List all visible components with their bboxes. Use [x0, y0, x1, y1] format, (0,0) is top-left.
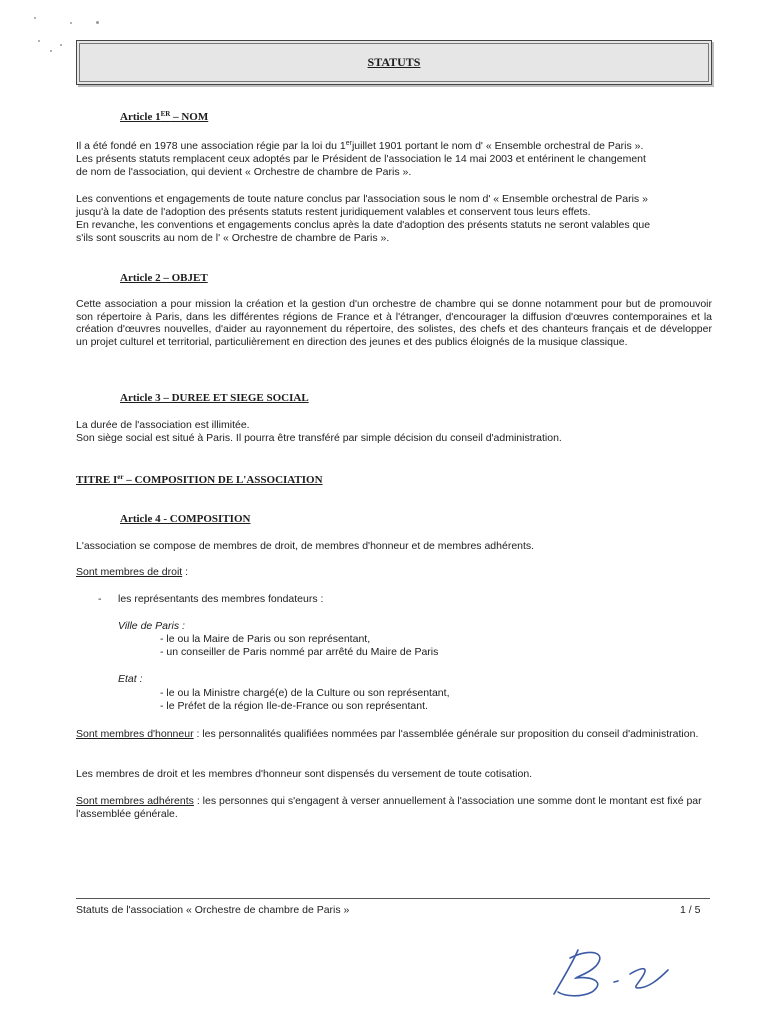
article1-heading: Article 1ER – NOM: [120, 110, 209, 123]
etat-label: Etat :: [118, 673, 143, 685]
etat-item-1: - le ou la Ministre chargé(e) de la Culture ou son représentant,: [160, 687, 450, 699]
footer-text: Statuts de l'association « Orchestre de chambre de Paris »: [76, 904, 350, 916]
scan-speck: [70, 22, 72, 24]
bullet-text: les représentants des membres fondateurs :: [118, 593, 324, 605]
bullet-dash: -: [98, 593, 102, 605]
scan-speck: [38, 40, 40, 42]
article3-line2: Son siège social est situé à Paris. Il pourra être transféré par simple décision du conseil d'administration.: [76, 432, 562, 444]
document-title: STATUTS: [367, 55, 421, 69]
article4-heading: Article 4 - COMPOSITION: [120, 513, 251, 525]
scan-speck: [50, 50, 52, 52]
article1-p1-line3: de nom de l'association, qui devient « Orchestre de chambre de Paris ».: [76, 166, 412, 178]
ville-item-2: - un conseiller de Paris nommé par arrêté du Maire de Paris: [160, 646, 439, 658]
article1-p2-line2: jusqu'à la date de l'adoption des présents statuts restent juridiquement valables et conservent tous leurs effets.: [76, 206, 591, 218]
article1-p1-line1: Il a été fondé en 1978 une association régie par la loi du 1erjuillet 1901 portant le nom d' « Ensemble orchestral de Paris ».: [76, 140, 644, 152]
page-number: 1 / 5: [680, 904, 701, 916]
ville-item-1: - le ou la Maire de Paris ou son représentant,: [160, 633, 371, 645]
article1-p1-line2: Les présents statuts remplacent ceux adoptés par le Président de l'association le 14 mai 2003 et entérinent le changement: [76, 153, 646, 165]
article1-p2-line1: Les conventions et engagements de toute nature conclus par l'association sous le nom d' « Ensemble orchestral de Paris »: [76, 193, 648, 205]
article2-heading: Article 2 – OBJET: [120, 272, 208, 284]
titre1-heading: TITRE Ier – COMPOSITION DE L'ASSOCIATION: [76, 473, 323, 486]
membres-droit-label: Sont membres de droit :: [76, 566, 189, 578]
signature-initials-icon: [548, 944, 688, 1000]
scan-speck: [96, 21, 99, 24]
ville-label: Ville de Paris :: [118, 620, 185, 632]
footer-rule: [76, 898, 710, 899]
article1-p2-line4: s'ils sont souscrits au nom de l' « Orchestre de chambre de Paris ».: [76, 232, 390, 244]
article1-p2-line3: En revanche, les conventions et engagements conclus après la date d'adoption des présents statuts ne seront valables que: [76, 219, 651, 231]
etat-item-2: - le Préfet de la région Ile-de-France ou son représentant.: [160, 700, 428, 712]
scan-speck: [60, 44, 62, 46]
membres-adherents-paragraph: Sont membres adhérents : les personnes qui s'engagent à verser annuellement à l'association une somme dont le montant est fixé par l'assemblée générale.: [76, 795, 702, 820]
article4-intro: L'association se compose de membres de droit, de membres d'honneur et de membres adhérents.: [76, 540, 535, 552]
article3-line1: La durée de l'association est illimitée.: [76, 419, 250, 431]
membres-honneur-paragraph: Sont membres d'honneur : les personnalités qualifiées nommées par l'assemblée générale sur proposition du conseil d'administration.: [76, 728, 699, 740]
article3-heading: Article 3 – DUREE ET SIEGE SOCIAL: [120, 392, 309, 404]
title-box: [76, 40, 712, 85]
dispense-paragraph: Les membres de droit et les membres d'honneur sont dispensés du versement de toute cotisation.: [76, 768, 533, 780]
article2-text: Cette association a pour mission la création et la gestion d'un orchestre de chambre qui se donne notamment pour but de promouvoir son répertoire à Paris, dans les différentes régions de France et à l'étranger, d'encourager la diffusion d'œuvres contemporaines et la création d'œuvres nouvelles, d'aider au rayonnement du répertoire, des solistes, des chefs et des chanteurs français et de développer un projet culturel et territorial, particulièrement en direction des jeunes et des publics éloignés de la musique classique.: [76, 298, 712, 348]
scan-speck: [34, 17, 36, 19]
